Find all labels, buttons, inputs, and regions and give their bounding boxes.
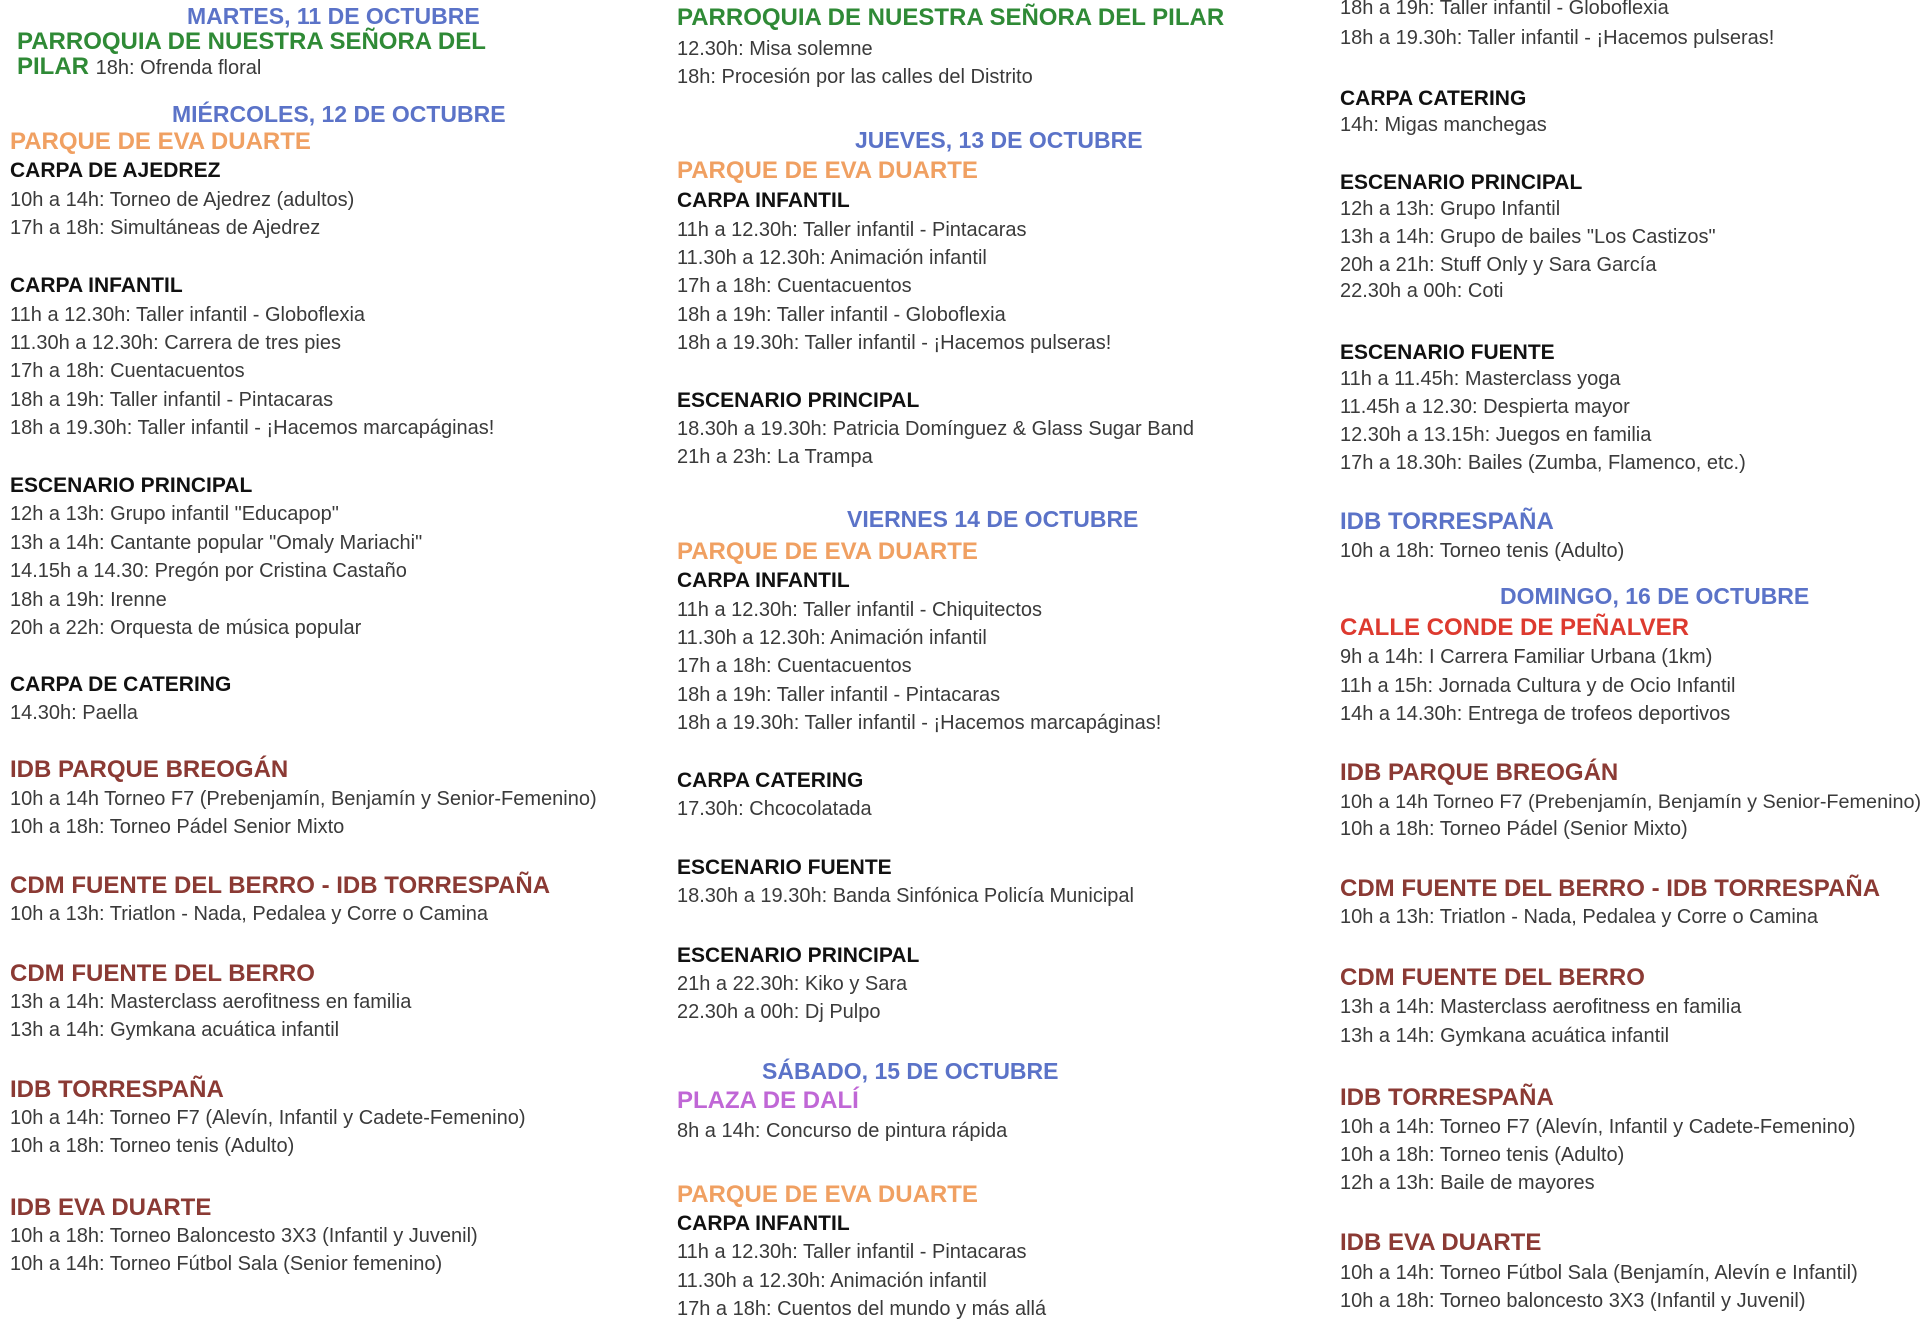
day-heading: DOMINGO, 16 DE OCTUBRE: [1500, 583, 1810, 609]
event-item: 17h a 18h: Cuentacuentos: [677, 655, 912, 677]
event-item: 13h a 14h: Gymkana acuática infantil: [10, 1019, 340, 1041]
event-item: 11.30h a 12.30h: Animación infantil: [677, 247, 987, 269]
event-item: 11h a 12.30h: Taller infantil - Globoflexia: [10, 304, 366, 326]
day-heading: JUEVES, 13 DE OCTUBRE: [855, 127, 1143, 153]
subsection-heading: ESCENARIO FUENTE: [1340, 341, 1555, 364]
subsection-heading: CARPA DE CATERING: [10, 673, 232, 696]
day-heading: SÁBADO, 15 DE OCTUBRE: [762, 1058, 1059, 1084]
event-item: 12h a 13h: Baile de mayores: [1340, 1172, 1595, 1194]
event-item: 11h a 12.30h: Taller infantil - Pintacaras: [677, 1241, 1027, 1263]
event-item: 10h a 13h: Triatlon - Nada, Pedalea y Corre o Camina: [1340, 906, 1819, 928]
event-item: 10h a 14h Torneo F7 (Prebenjamín, Benjamín y Senior-Femenino): [1340, 791, 1922, 813]
event-item: 10h a 18h: Torneo tenis (Adulto): [10, 1135, 295, 1157]
event-item: 10h a 14h: Torneo de Ajedrez (adultos): [10, 189, 355, 211]
subsection-heading: CARPA DE AJEDREZ: [10, 159, 221, 182]
event-item: 22.30h a 00h: Coti: [1340, 280, 1504, 302]
event-item: 21h a 22.30h: Kiko y Sara: [677, 973, 908, 995]
subsection-heading: CARPA INFANTIL: [10, 274, 183, 297]
venue-heading: CDM FUENTE DEL BERRO - IDB TORRESPAÑA: [1340, 875, 1881, 902]
event-item: 12h a 13h: Grupo infantil "Educapop": [10, 503, 339, 525]
event-item: 10h a 14h: Torneo F7 (Alevín, Infantil y Cadete-Femenino): [1340, 1116, 1856, 1138]
venue-heading: IDB TORRESPAÑA: [1340, 1084, 1554, 1111]
venue-heading: IDB EVA DUARTE: [10, 1194, 212, 1221]
event-item: 10h a 18h: Torneo baloncesto 3X3 (Infantil y Juvenil): [1340, 1290, 1806, 1312]
day-heading: VIERNES 14 DE OCTUBRE: [847, 506, 1139, 532]
event-item: 13h a 14h: Masterclass aerofitness en familia: [10, 991, 412, 1013]
event-item: 10h a 14h: Torneo F7 (Alevín, Infantil y Cadete-Femenino): [10, 1107, 526, 1129]
event-item: 17h a 18h: Cuentos del mundo y más allá: [677, 1298, 1047, 1320]
venue-heading: PARQUE DE EVA DUARTE: [677, 157, 978, 184]
event-item: 12.30h: Misa solemne: [677, 38, 873, 60]
event-item: 14.15h a 14.30: Pregón por Cristina Castaño: [10, 560, 407, 582]
event-item-inline: 18h: Ofrenda floral: [95, 57, 262, 79]
event-item: 12.30h a 13.15h: Juegos en familia: [1340, 424, 1652, 446]
event-item: 20h a 21h: Stuff Only y Sara García: [1340, 254, 1657, 276]
event-item: 11h a 12.30h: Taller infantil - Chiquitectos: [677, 599, 1043, 621]
event-item: 18h: Procesión por las calles del Distrito: [677, 66, 1033, 88]
venue-heading: PARROQUIA DE NUESTRA SEÑORA DEL: [17, 28, 486, 55]
subsection-heading: ESCENARIO PRINCIPAL: [10, 474, 253, 497]
event-item: 10h a 18h: Torneo tenis (Adulto): [1340, 540, 1625, 562]
event-item: 18h a 19h: Taller infantil - Pintacaras: [677, 684, 1001, 706]
subsection-heading: CARPA INFANTIL: [677, 189, 850, 212]
subsection-heading: ESCENARIO FUENTE: [677, 856, 892, 879]
venue-heading: [17, 53, 261, 82]
day-heading: MARTES, 11 DE OCTUBRE: [187, 3, 480, 29]
event-item: 14.30h: Paella: [10, 702, 138, 724]
subsection-heading: CARPA CATERING: [677, 769, 864, 792]
venue-heading: CDM FUENTE DEL BERRO - IDB TORRESPAÑA: [10, 872, 551, 899]
event-item: 11.30h a 12.30h: Animación infantil: [677, 627, 987, 649]
venue-heading: IDB TORRESPAÑA: [10, 1076, 224, 1103]
event-item: 11.30h a 12.30h: Carrera de tres pies: [10, 332, 341, 354]
event-item: 14h: Migas manchegas: [1340, 114, 1547, 136]
subsection-heading: ESCENARIO PRINCIPAL: [677, 944, 920, 967]
event-item: 12h a 13h: Grupo Infantil: [1340, 198, 1561, 220]
venue-heading: PARQUE DE EVA DUARTE: [677, 538, 978, 565]
event-item: 10h a 18h: Torneo Pádel (Senior Mixto): [1340, 818, 1688, 840]
event-item: 11.30h a 12.30h: Animación infantil: [677, 1270, 987, 1292]
venue-heading: IDB EVA DUARTE: [1340, 1229, 1542, 1256]
event-item: 21h a 23h: La Trampa: [677, 446, 873, 468]
venue-heading: IDB PARQUE BREOGÁN: [1340, 759, 1619, 786]
event-item: 13h a 14h: Masterclass aerofitness en familia: [1340, 996, 1742, 1018]
event-item: 18h a 19h: Taller infantil - Globoflexia: [677, 304, 1006, 326]
venue-heading: CDM FUENTE DEL BERRO: [10, 960, 315, 987]
venue-heading: PLAZA DE DALÍ: [677, 1087, 859, 1114]
venue-heading: CALLE CONDE DE PEÑALVER: [1340, 614, 1689, 641]
event-item: 18h a 19h: Taller infantil - Pintacaras: [10, 389, 334, 411]
event-item: 13h a 14h: Grupo de bailes "Los Castizos": [1340, 226, 1716, 248]
event-item: 17h a 18h: Simultáneas de Ajedrez: [10, 217, 321, 239]
event-item: 10h a 14h: Torneo Fútbol Sala (Senior femenino): [10, 1253, 443, 1275]
event-item: 18h a 19.30h: Taller infantil - ¡Hacemos marcapáginas!: [10, 417, 495, 439]
event-item: 10h a 14h Torneo F7 (Prebenjamín, Benjamín y Senior-Femenino): [10, 788, 597, 810]
event-item: 20h a 22h: Orquesta de música popular: [10, 617, 362, 639]
event-item: 10h a 18h: Torneo Baloncesto 3X3 (Infantil y Juvenil): [10, 1225, 478, 1247]
event-item: 11h a 12.30h: Taller infantil - Pintacaras: [677, 219, 1027, 241]
subsection-heading: CARPA INFANTIL: [677, 1212, 850, 1235]
venue-heading: CDM FUENTE DEL BERRO: [1340, 964, 1645, 991]
event-item: 14h a 14.30h: Entrega de trofeos deportivos: [1340, 703, 1731, 725]
venue-heading: IDB PARQUE BREOGÁN: [10, 756, 289, 783]
event-item: 18h a 19.30h: Taller infantil - ¡Hacemos marcapáginas!: [677, 712, 1162, 734]
event-item: 10h a 13h: Triatlon - Nada, Pedalea y Corre o Camina: [10, 903, 489, 925]
event-item: 18.30h a 19.30h: Banda Sinfónica Policía Municipal: [677, 885, 1134, 907]
event-item: 11h a 15h: Jornada Cultura y de Ocio Infantil: [1340, 675, 1736, 697]
subsection-heading: ESCENARIO PRINCIPAL: [677, 389, 920, 412]
event-item: 17h a 18h: Cuentacuentos: [677, 275, 912, 297]
event-item: 10h a 18h: Torneo Pádel Senior Mixto: [10, 816, 345, 838]
venue-heading: IDB TORRESPAÑA: [1340, 508, 1554, 535]
subsection-heading: CARPA INFANTIL: [677, 569, 850, 592]
event-item: 11h a 11.45h: Masterclass yoga: [1340, 368, 1621, 390]
event-item: 18h a 19h: Irenne: [10, 589, 167, 611]
event-item: 10h a 18h: Torneo tenis (Adulto): [1340, 1144, 1625, 1166]
event-item: 18h a 19.30h: Taller infantil - ¡Hacemos pulseras!: [1340, 27, 1775, 49]
event-item: 9h a 14h: I Carrera Familiar Urbana (1km): [1340, 646, 1713, 668]
event-item: 13h a 14h: Gymkana acuática infantil: [1340, 1025, 1670, 1047]
event-item: 17h a 18h: Cuentacuentos: [10, 360, 245, 382]
venue-heading: PARQUE DE EVA DUARTE: [10, 128, 311, 155]
event-item: 22.30h a 00h: Dj Pulpo: [677, 1001, 881, 1023]
event-item: 18h a 19.30h: Taller infantil - ¡Hacemos pulseras!: [677, 332, 1112, 354]
venue-heading: PARROQUIA DE NUESTRA SEÑORA DEL PILAR: [677, 4, 1225, 31]
day-heading: MIÉRCOLES, 12 DE OCTUBRE: [172, 101, 506, 127]
venue-heading-text: PILAR: [17, 53, 89, 80]
event-item: 18.30h a 19.30h: Patricia Domínguez & Glass Sugar Band: [677, 418, 1194, 440]
event-item: 11.45h a 12.30: Despierta mayor: [1340, 396, 1630, 418]
event-item: 8h a 14h: Concurso de pintura rápida: [677, 1120, 1008, 1142]
subsection-heading: ESCENARIO PRINCIPAL: [1340, 171, 1583, 194]
event-item: 17.30h: Chcocolatada: [677, 798, 872, 820]
event-item: 18h a 19h: Taller infantil - Globoflexia: [1340, 0, 1669, 19]
event-item: 17h a 18.30h: Bailes (Zumba, Flamenco, etc.): [1340, 452, 1746, 474]
event-item: 10h a 14h: Torneo Fútbol Sala (Benjamín, Alevín e Infantil): [1340, 1262, 1858, 1284]
event-item: 13h a 14h: Cantante popular "Omaly Mariachi": [10, 532, 423, 554]
venue-heading: PARQUE DE EVA DUARTE: [677, 1181, 978, 1208]
subsection-heading: CARPA CATERING: [1340, 87, 1527, 110]
